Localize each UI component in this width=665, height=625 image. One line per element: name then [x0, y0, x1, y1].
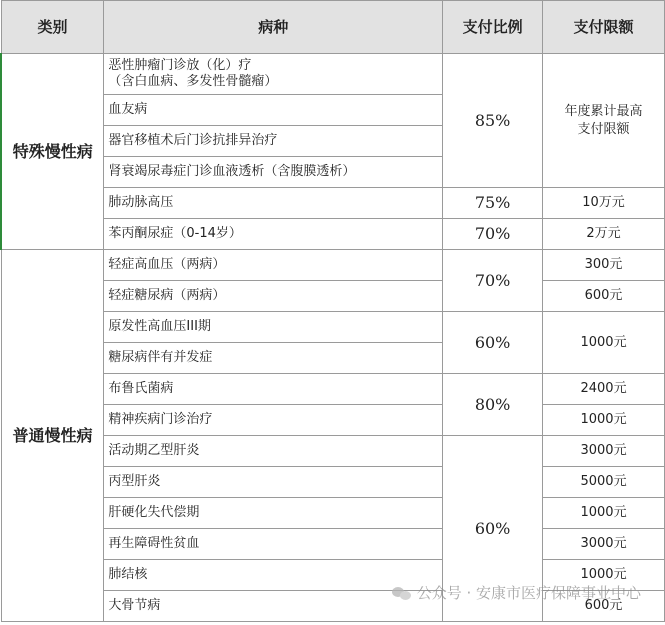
disease-cell: 肾衰竭尿毒症门诊血液透析（含腹膜透析）: [104, 157, 443, 188]
disease-cell: 血友病: [104, 95, 443, 126]
ratio-cell: 60%: [443, 312, 543, 374]
disease-cell: 轻症高血压（两病）: [104, 250, 443, 281]
limit-cell: 2400元: [543, 374, 665, 405]
ratio-cell: 70%: [443, 219, 543, 250]
category-special: 特殊慢性病: [1, 54, 104, 250]
ratio-cell: 80%: [443, 374, 543, 436]
limit-cell: 年度累计最高 支付限额: [543, 54, 665, 188]
disease-cell: 大骨节病: [104, 591, 443, 622]
disease-cell: 再生障碍性贫血: [104, 529, 443, 560]
limit-cell: 1000元: [543, 560, 665, 591]
limit-cell: 600元: [543, 281, 665, 312]
ratio-cell: 85%: [443, 54, 543, 188]
disease-cell: 糖尿病伴有并发症: [104, 343, 443, 374]
header-ratio: 支付比例: [443, 1, 543, 54]
ratio-cell: 70%: [443, 250, 543, 312]
disease-cell: 肺结核: [104, 560, 443, 591]
watermark-text: 公众号 · 安康市医疗保障事业中心: [416, 584, 641, 602]
category-general: 普通慢性病: [1, 250, 104, 622]
limit-cell: 600元: [543, 591, 665, 622]
header-limit: 支付限额: [543, 1, 665, 54]
disease-cell: 器官移植术后门诊抗排异治疗: [104, 126, 443, 157]
limit-cell: 300元: [543, 250, 665, 281]
limit-cell: 3000元: [543, 529, 665, 560]
limit-cell: 2万元: [543, 219, 665, 250]
limit-cell: 1000元: [543, 498, 665, 529]
limit-cell: 1000元: [543, 312, 665, 374]
disease-cell: 精神疾病门诊治疗: [104, 405, 443, 436]
limit-cell: 3000元: [543, 436, 665, 467]
header-disease: 病种: [104, 1, 443, 54]
watermark: [392, 582, 641, 603]
limit-cell: 5000元: [543, 467, 665, 498]
disease-cell: 原发性高血压III期: [104, 312, 443, 343]
disease-cell: 苯丙酮尿症（0-14岁）: [104, 219, 443, 250]
table-row: [1, 250, 665, 281]
limit-cell: 1000元: [543, 405, 665, 436]
disease-cell: 丙型肝炎: [104, 467, 443, 498]
header-category: 类别: [1, 1, 104, 54]
disease-cell: 肝硬化失代偿期: [104, 498, 443, 529]
table-header-row: [1, 1, 665, 54]
disease-cell: 恶性肿瘤门诊放（化）疗 （含白血病、多发性骨髓瘤）: [104, 54, 443, 95]
ratio-cell: 60%: [443, 436, 543, 622]
ratio-cell: 75%: [443, 188, 543, 219]
wechat-icon: [392, 585, 412, 601]
limit-cell: 10万元: [543, 188, 665, 219]
table-row: [1, 54, 665, 95]
disease-cell: 轻症糖尿病（两病）: [104, 281, 443, 312]
disease-cell: 肺动脉高压: [104, 188, 443, 219]
disease-cell: 活动期乙型肝炎: [104, 436, 443, 467]
disease-cell: 布鲁氏菌病: [104, 374, 443, 405]
